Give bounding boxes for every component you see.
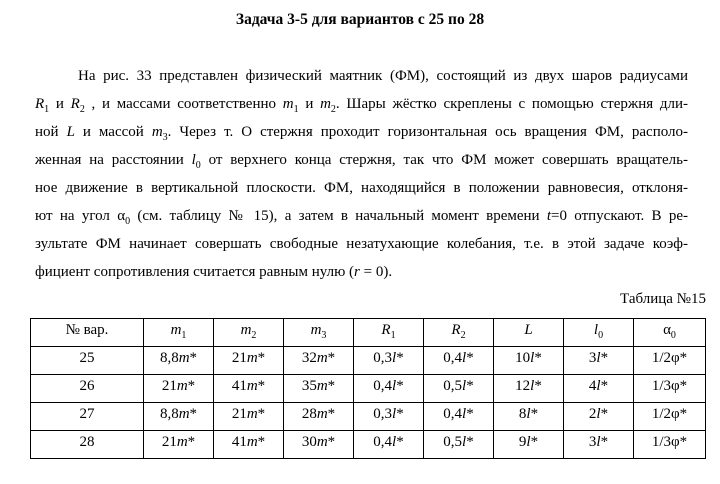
- table-cell: 0,4l*: [354, 375, 424, 403]
- table-header-cell: $m_1$: [144, 319, 214, 347]
- table-cell: 1/2φ*: [634, 347, 706, 375]
- table-header-cell: $l_0$: [564, 319, 634, 347]
- table-cell: 8l*: [494, 403, 564, 431]
- table-cell: 0,4l*: [354, 431, 424, 459]
- table-row: [31, 375, 706, 403]
- table-body: [31, 347, 706, 459]
- paragraph-line: На рис. 33 представлен физический маятник (ФМ), состоящий из двух шаров радиусами: [78, 68, 688, 84]
- table-cell: 1/2φ*: [634, 403, 706, 431]
- table-cell: 0,4l*: [424, 403, 494, 431]
- table-cell: 0,5l*: [424, 431, 494, 459]
- table-cell: 26: [31, 375, 144, 403]
- variants-table: [30, 318, 706, 459]
- table-row: [31, 347, 706, 375]
- table-cell: 8,8m*: [144, 403, 214, 431]
- table-header-cell: $m_2$: [214, 319, 284, 347]
- table-cell: 10l*: [494, 347, 564, 375]
- table-header-cell: № вар.: [31, 319, 144, 347]
- table-cell: 21m*: [144, 431, 214, 459]
- table-cell: 8,8m*: [144, 347, 214, 375]
- table-cell: 0,3l*: [354, 403, 424, 431]
- table-cell: 1/3φ*: [634, 431, 706, 459]
- paragraph-line: зультате ФМ начинает совершать свободные незатухающие колебания, т.е. в этой задаче коэф-: [35, 236, 688, 252]
- paragraph-line: ной L и массой $m_3$. Через т. О стержня проходит горизонтальная ось вращения ФМ, располо-: [35, 124, 688, 143]
- table-header-cell: $R_2$: [424, 319, 494, 347]
- table-cell: 0,5l*: [424, 375, 494, 403]
- table-header-row: [31, 319, 706, 347]
- table-cell: 35m*: [284, 375, 354, 403]
- table-cell: 27: [31, 403, 144, 431]
- table-row: [31, 403, 706, 431]
- table-cell: 21m*: [144, 375, 214, 403]
- paragraph-line: ное движение в вертикальной плоскости. ФМ, находящийся в положении равновесия, отклоня-: [35, 180, 688, 196]
- table-header-cell: $\alpha_0$: [634, 319, 706, 347]
- paragraph-line: $R_1$ и $R_2$ , и массами соответственно $m_1$ и $m_2$. Шары жёстко скреплены с помощью стержня дли-: [35, 96, 688, 115]
- table-cell: 3l*: [564, 347, 634, 375]
- table-header-cell: L: [494, 319, 564, 347]
- problem-paragraph: [35, 62, 688, 286]
- paragraph-line: женная на расстоянии $l_0$ от верхнего конца стержня, так что ФМ может совершать вращатель-: [35, 152, 688, 171]
- table-cell: 21m*: [214, 347, 284, 375]
- table-cell: 0,3l*: [354, 347, 424, 375]
- table-cell: 41m*: [214, 375, 284, 403]
- table-row: [31, 431, 706, 459]
- table-cell: 30m*: [284, 431, 354, 459]
- table-cell: 12l*: [494, 375, 564, 403]
- table-cell: 21m*: [214, 403, 284, 431]
- page-title: Задача 3-5 для вариантов с 25 по 28: [235, 11, 485, 28]
- table-cell: 1/3φ*: [634, 375, 706, 403]
- table-cell: 2l*: [564, 403, 634, 431]
- paragraph-line: фициент сопротивления считается равным нулю (r = 0).: [35, 264, 393, 280]
- table-cell: 28: [31, 431, 144, 459]
- table-header-cell: $R_1$: [354, 319, 424, 347]
- paragraph-line: ют на угол $\alpha_0$ (см. таблицу № 15), а затем в начальный момент времени t=0 отпускают. В ре-: [35, 208, 688, 227]
- table-cell: 32m*: [284, 347, 354, 375]
- table-cell: 25: [31, 347, 144, 375]
- table-header-cell: $m_3$: [284, 319, 354, 347]
- table-cell: 41m*: [214, 431, 284, 459]
- table-caption: Таблица №15: [620, 291, 706, 307]
- table-cell: 3l*: [564, 431, 634, 459]
- table-cell: 28m*: [284, 403, 354, 431]
- table-cell: 4l*: [564, 375, 634, 403]
- table-cell: 9l*: [494, 431, 564, 459]
- table-cell: 0,4l*: [424, 347, 494, 375]
